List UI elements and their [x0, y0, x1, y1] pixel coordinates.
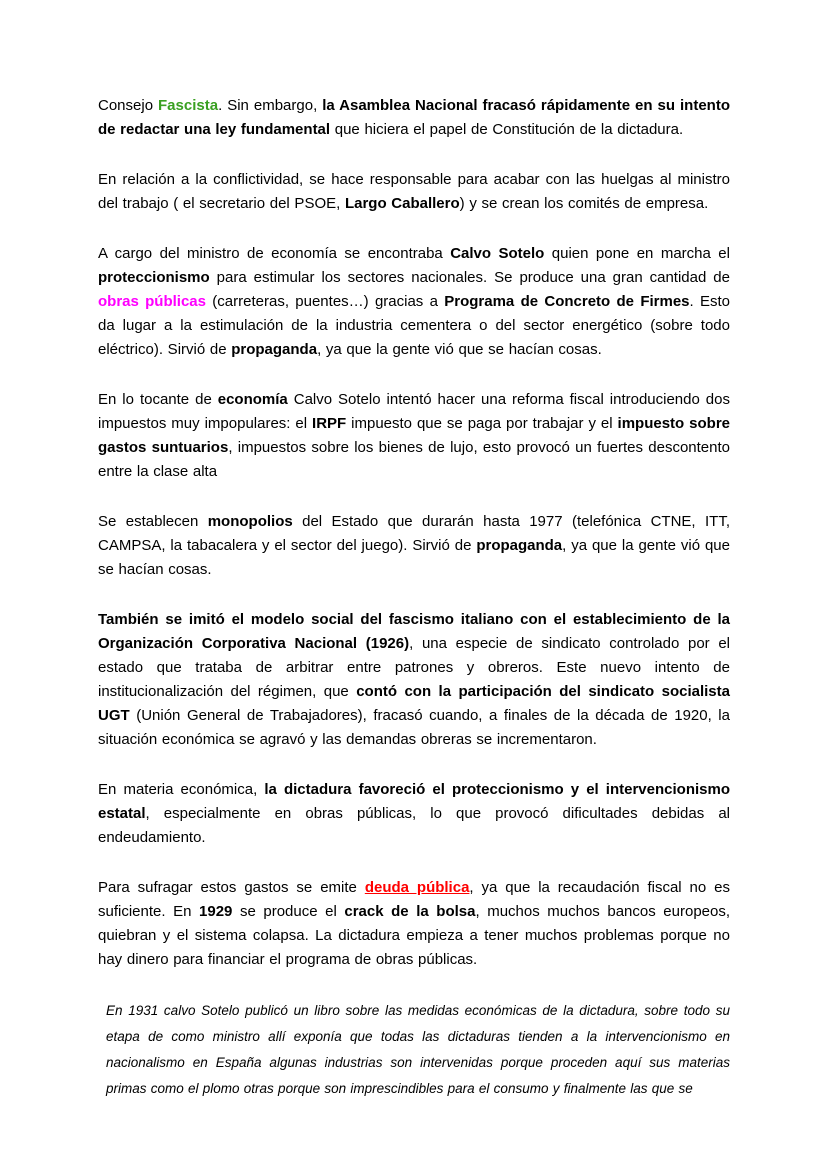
text-run: , muchos muchos bancos europeos, quiebran y el sistema colapsa. La dictadura empieza a tener muchos problemas porque no hay dinero para financiar el programa de obras públicas. — [98, 903, 731, 968]
paragraph — [98, 876, 730, 972]
text-run: ) y se crean los comités de empresa. — [459, 195, 709, 212]
text-run: para estimular los sectores nacionales. Se produce una gran cantidad de — [209, 269, 730, 286]
text-run: Para sufragar estos gastos se emite — [98, 879, 365, 896]
text-run: IRPF — [312, 415, 347, 432]
text-run: contó con la participación del sindicato socialista UGT — [98, 683, 730, 724]
text-run: , ya que la gente vió que se hacían cosas. — [317, 341, 602, 358]
paragraph — [98, 242, 730, 362]
text-run: Se establecen — [98, 513, 208, 530]
text-run: propaganda — [231, 341, 318, 358]
obras-publicas-highlight: obras públicas — [98, 293, 206, 310]
paragraph — [98, 388, 730, 484]
text-run: que hiciera el papel de Constitución de la dictadura. — [330, 121, 684, 138]
text-run: (Unión General de Trabajadores), fracasó cuando, a finales de la década de 1920, la situación económica se agravó y las demandas obreras se incrementaron. — [98, 707, 730, 748]
text-run: la dictadura favoreció el proteccionismo y el intervencionismo estatal — [98, 781, 730, 822]
text-run: impuesto sobre gastos suntuarios — [98, 415, 730, 456]
text-run: monopolios — [207, 513, 293, 530]
text-run: Programa de Concreto de Firmes — [444, 293, 690, 310]
text-run: economía — [217, 391, 288, 408]
text-run: la Asamblea Nacional fracasó rápidamente en su intento de redactar una ley fundamental — [98, 97, 731, 138]
paragraph — [98, 608, 730, 752]
document-body — [98, 94, 730, 1102]
deuda-publica-link[interactable]: deuda pública — [364, 879, 470, 896]
text-run: , ya que la recaudación fiscal no es suficiente. En — [98, 879, 730, 920]
text-run: Calvo Sotelo — [450, 245, 545, 262]
paragraph — [98, 168, 730, 216]
paragraph — [98, 998, 730, 1102]
text-run: . Esto da lugar a la estimulación de la industria cementera o del sector energético (sobre todo eléctrico). Sirvió de — [98, 293, 730, 358]
paragraph — [98, 94, 730, 142]
text-run: Consejo — [98, 97, 159, 114]
text-run: . Sin embargo, — [218, 97, 323, 114]
text-run: En relación a la conflictividad, se hace responsable para acabar con las huelgas al ministro del trabajo ( el secretario del PSOE, — [98, 171, 730, 212]
text-run: proteccionismo — [98, 269, 210, 286]
text-run: En 1931 calvo Sotelo publicó un libro sobre las medidas económicas de la dictadura, sobre todo su etapa de como ministro allí exponía que todas las dictaduras tienden a la intervencionismo en nacionalismo en España algunas industrias son intervenidas porque proceden aquí sus materias primas como el plomo otras porque son imprescindibles para el consumo y finalmente las que se — [106, 1003, 730, 1096]
text-run: del Estado que durarán hasta 1977 (telefónica CTNE, ITT, CAMPSA, la tabacalera y el sector del juego). Sirvió de — [98, 513, 730, 554]
text-run: En lo tocante de — [98, 391, 218, 408]
text-run: (carreteras, puentes…) gracias a — [206, 293, 445, 310]
text-run: se produce el — [232, 903, 345, 920]
text-run: , ya que la gente vió que se hacían cosas. — [98, 537, 730, 578]
text-run: 1929 — [199, 903, 233, 920]
text-run: , una especie de sindicato controlado por el estado que trataba de arbitrar entre patrones y obreros. Este nuevo intento de institucionalización del régimen, que — [98, 635, 731, 700]
text-run: Calvo Sotelo intentó hacer una reforma fiscal introduciendo dos impuestos muy impopulares: el — [98, 391, 730, 432]
paragraph — [98, 778, 730, 850]
text-run: crack de la bolsa — [344, 903, 476, 920]
text-run: En materia económica, — [98, 781, 265, 798]
fascista-highlight: Fascista — [158, 97, 219, 114]
paragraph — [98, 510, 730, 582]
text-run: A cargo del ministro de economía se encontraba — [98, 245, 451, 262]
text-run: impuesto que se paga por trabajar y el — [346, 415, 618, 432]
text-run: También se imitó el modelo social del fascismo italiano con el establecimiento de la Organización Corporativa Nacional (1926) — [98, 611, 730, 652]
text-run: quien pone en marcha el — [544, 245, 730, 262]
text-run: Largo Caballero — [344, 195, 460, 212]
text-run: , impuestos sobre los bienes de lujo, esto provocó un fuertes descontento entre la clase alta — [98, 439, 730, 480]
text-run: propaganda — [476, 537, 563, 554]
text-run: , especialmente en obras públicas, lo que provocó dificultades debidas al endeudamiento. — [98, 805, 730, 846]
